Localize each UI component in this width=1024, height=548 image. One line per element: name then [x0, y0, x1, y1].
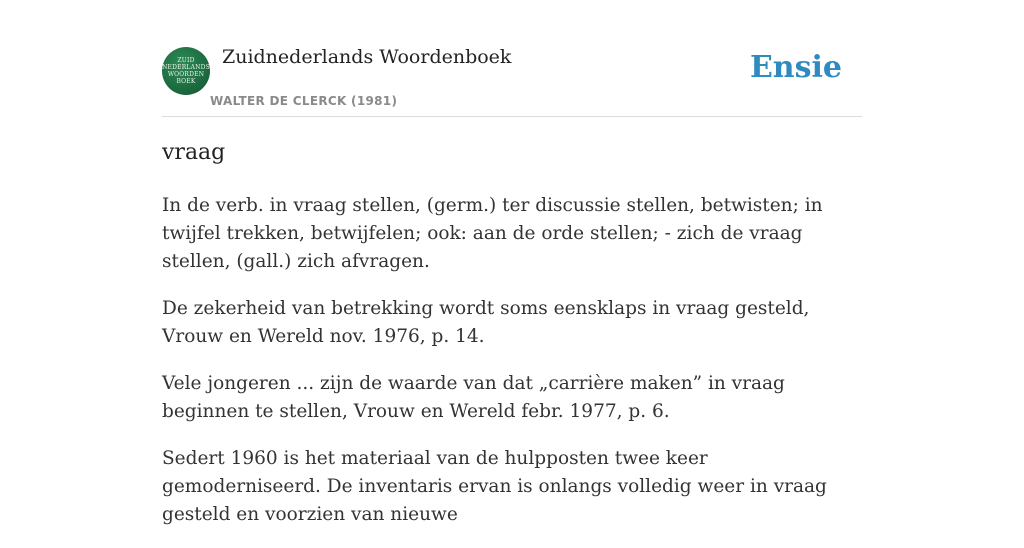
example-quote: Vele jongeren ... zijn de waarde van dat „carrière maken” in vraag beginnen te stellen, Vrouw en Wereld febr. 1977, p. 6. [162, 373, 785, 422]
ensie-logo-link[interactable]: Ensie [749, 50, 842, 85]
cover-line: WOORDEN [167, 71, 205, 78]
dictionary-cover-image[interactable] [162, 47, 210, 95]
definition-paragraph: In de verb. in vraag stellen, (germ.) ter discussie stellen, betwisten; in twijfel trekken, betwijfelen; ook: aan de orde stellen; - zich de vraag stellen, (gall.) zich afvragen. [162, 195, 823, 272]
dictionary-header [162, 46, 862, 117]
dictionary-author: WALTER DE CLERCK (1981) [210, 94, 398, 108]
example-quote: Sedert 1960 is het materiaal van de hulpposten twee keer gemoderniseerd. De inventaris ervan is onlangs volledig weer in vraag gesteld en voorzien van nieuwe [162, 448, 827, 525]
dictionary-title[interactable]: Zuidnederlands Woordenboek [222, 46, 512, 68]
cover-line: NEDERLANDS [162, 64, 210, 71]
cover-line: ZUID [177, 57, 195, 64]
entry-title: vraag [162, 140, 226, 165]
entry-definition [162, 192, 862, 548]
example-quote: De zekerheid van betrekking wordt soms eensklaps in vraag gesteld, Vrouw en Wereld nov. 1976, p. 14. [162, 298, 810, 347]
cover-line: BOEK [176, 78, 196, 85]
